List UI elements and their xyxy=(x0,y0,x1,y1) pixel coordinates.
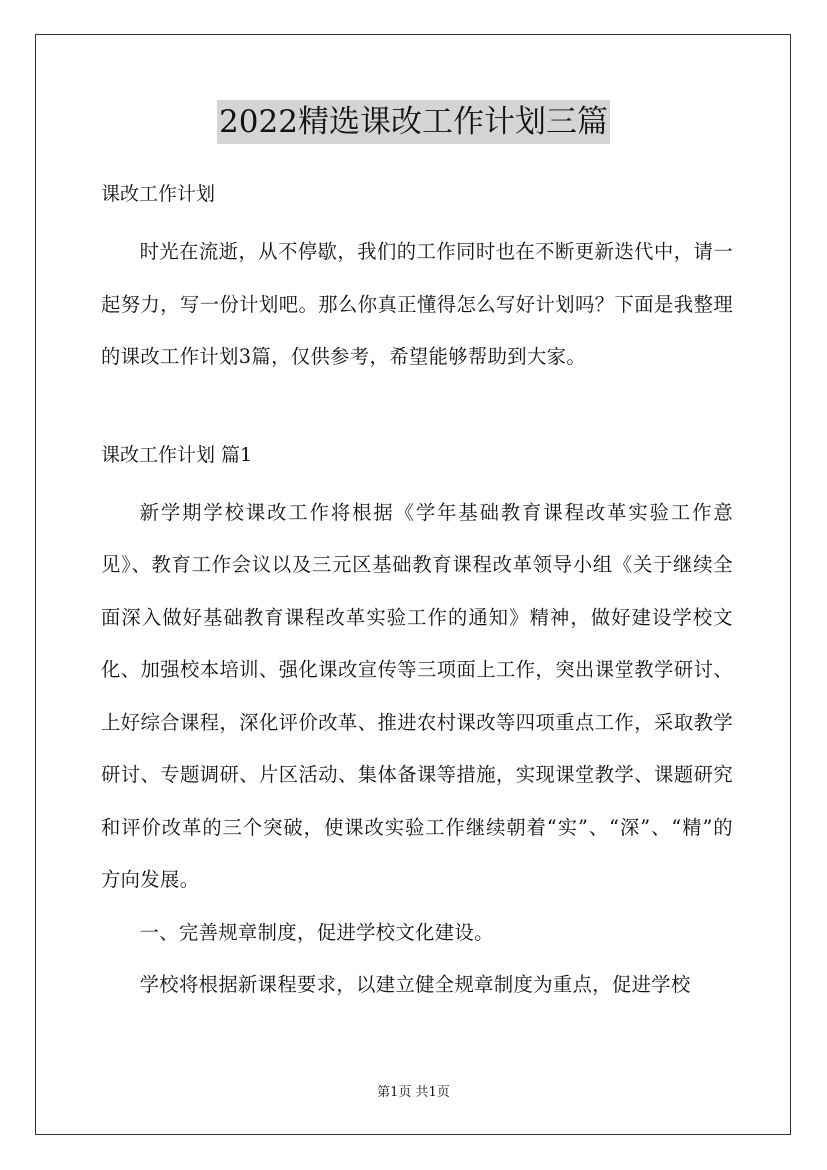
section1-paragraph-1: 新学期学校课改工作将根据《学年基础教育课程改革实验工作意见》、教育工作会议以及三元区基础教育课程改革领导小组《关于继续全面深入做好基础教育课程改革实验工作的通知》精神，做好建设学校文化、加强校本培训、强化课改宣传等三项面上工作，突出课堂教学研讨、上好综合课程，深化评价改革、推进农村课改等四项重点工作，采取教学研讨、专题调研、片区活动、集体备课等措施，实现课堂教学、课题研究和评价改革的三个突破，使课改实验工作继续朝着“实”、“深”、“精”的方向发展。 xyxy=(101,500,733,891)
document-title: 2022精选课改工作计划三篇 xyxy=(217,100,610,144)
intro-paragraph: 时光在流逝，从不停歇，我们的工作同时也在不断更新迭代中，请一起努力，写一份计划吧。那么你真正懂得怎么写好计划吗？下面是我整理的课改工作计划3篇，仅供参考，希望能够帮助到大家。 xyxy=(101,240,733,368)
title-container xyxy=(0,100,827,144)
page-footer xyxy=(0,1084,827,1102)
section1-paragraph-2: 学校将根据新课程要求，以建立健全规章制度为重点，促进学校 xyxy=(139,973,691,996)
page-number-label: 第1页 共1页 xyxy=(377,1085,450,1100)
intro-heading: 课改工作计划 xyxy=(101,183,216,205)
document-body xyxy=(101,175,733,1012)
section1-heading: 课改工作计划 篇1 xyxy=(101,443,253,466)
section1-subheading: 一、完善规章制度，促进学校文化建设。 xyxy=(139,920,494,944)
